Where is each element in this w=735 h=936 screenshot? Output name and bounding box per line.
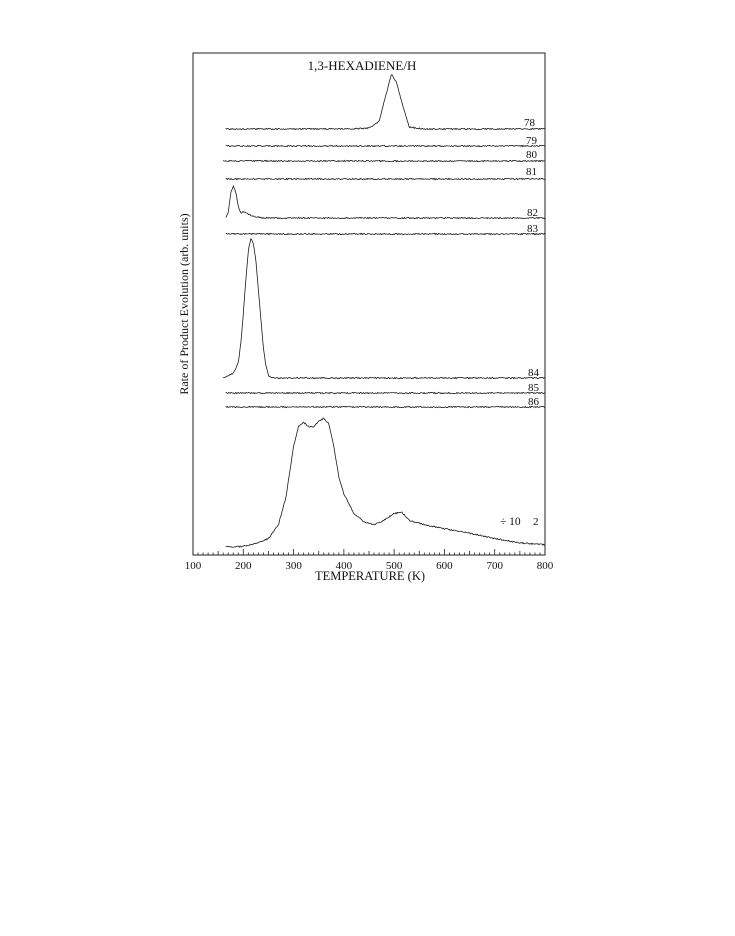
series-label-79: 79 bbox=[526, 135, 537, 147]
x-tick-label: 600 bbox=[436, 560, 453, 572]
series-label-83: 83 bbox=[527, 223, 538, 235]
series-label-2: 2 bbox=[533, 516, 539, 528]
series-label-84: 84 bbox=[528, 367, 539, 379]
x-tick-label: 500 bbox=[385, 560, 403, 572]
x-axis-label: TEMPERATURE (K) bbox=[314, 569, 426, 583]
series-group bbox=[223, 75, 545, 548]
x-tick-label: 200 bbox=[235, 560, 252, 572]
series-line-79 bbox=[226, 145, 545, 146]
x-tick-label: 300 bbox=[285, 560, 302, 572]
series-label-80: 80 bbox=[526, 149, 537, 161]
series-label-86: 86 bbox=[528, 396, 539, 408]
series-line-84 bbox=[223, 239, 545, 379]
series-line-81 bbox=[226, 178, 545, 179]
series-line-86 bbox=[226, 406, 545, 407]
series-label-82: 82 bbox=[527, 207, 538, 219]
series-line-78 bbox=[226, 75, 545, 130]
series-line-85 bbox=[226, 392, 545, 393]
series-label-78: 78 bbox=[524, 117, 535, 129]
x-tick-label: 700 bbox=[486, 560, 503, 572]
series-line-83 bbox=[226, 233, 545, 234]
x-tick-label: 400 bbox=[335, 560, 353, 572]
chart-title: 1,3-HEXADIENE/H bbox=[307, 58, 417, 73]
series-line-80 bbox=[223, 160, 545, 161]
series-line-2 bbox=[226, 418, 545, 547]
x-tick-label: 100 bbox=[184, 560, 202, 572]
x-tick-label: 800 bbox=[536, 560, 554, 572]
scale-annotation: ÷ 10 bbox=[500, 516, 521, 528]
series-line-82 bbox=[226, 186, 545, 219]
y-axis-label: Rate of Product Evolution (arb. units) bbox=[177, 213, 191, 395]
series-label-85: 85 bbox=[528, 382, 539, 394]
series-label-81: 81 bbox=[526, 166, 537, 178]
